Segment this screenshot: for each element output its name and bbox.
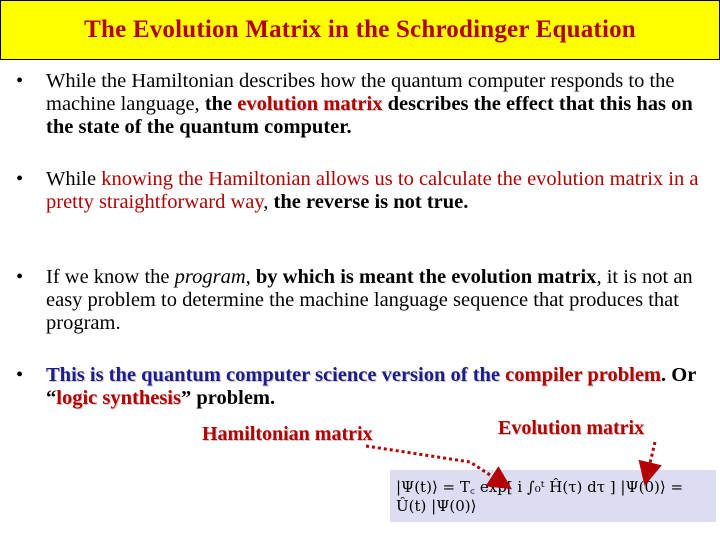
bullet-text-run: , [245, 266, 256, 288]
evolution-label: Evolution matrix [498, 417, 645, 439]
bullet-text-run: evolution matrix [237, 93, 383, 115]
bullet-text-run: the [204, 93, 238, 115]
evolution-arrow [646, 442, 655, 480]
bullet-text-run: While [46, 168, 102, 190]
bullet-text-run: This is the quantum computer science version of the [46, 364, 506, 386]
bullet-text-run: the reverse is not true. [273, 191, 469, 213]
slide-title: The Evolution Matrix in the Schrodinger Equation [84, 16, 636, 43]
bullet-text-run: by which is meant the evolution matrix [255, 266, 597, 288]
equation-text: |Ψ(t)⟩ = T꜀ exp[ i ∫₀ᵗ Ĥ(τ) dτ ] |Ψ(0)⟩ = Û(t) |Ψ(0)⟩ [396, 478, 684, 515]
bullet-text-run: logic synthesis [56, 387, 181, 409]
bullet-text-run: While the Hamiltonian describes how the quantum computer responds to the machine language, [46, 70, 675, 115]
bullet-text-run: describes the effect that this has on the state of the quantum computer. [46, 93, 693, 138]
hamiltonian-arrow [366, 446, 507, 486]
bullet-dot: • [16, 364, 24, 386]
bullet-text-run: compiler problem [505, 364, 661, 386]
bullet-text-run: , [263, 191, 274, 213]
bullet-text-run: . Or “ [46, 364, 696, 409]
bullet-text-run: knowing the Hamiltonian allows us to calculate the evolution matrix in a pretty straightforward way [46, 168, 699, 213]
bullet-dot: • [16, 70, 24, 92]
bullet-dot: • [16, 266, 24, 288]
bullet-text-run: program [174, 266, 246, 288]
bullet-text-run: If we know the [46, 266, 175, 288]
bullet-text-run: , it is not an easy problem to determine the machine language sequence that produces that program. [46, 266, 693, 334]
bullet-text-run: ” problem. [180, 387, 276, 409]
hamiltonian-label: Hamiltonian matrix [202, 423, 373, 445]
bullet-dot: • [16, 168, 24, 190]
